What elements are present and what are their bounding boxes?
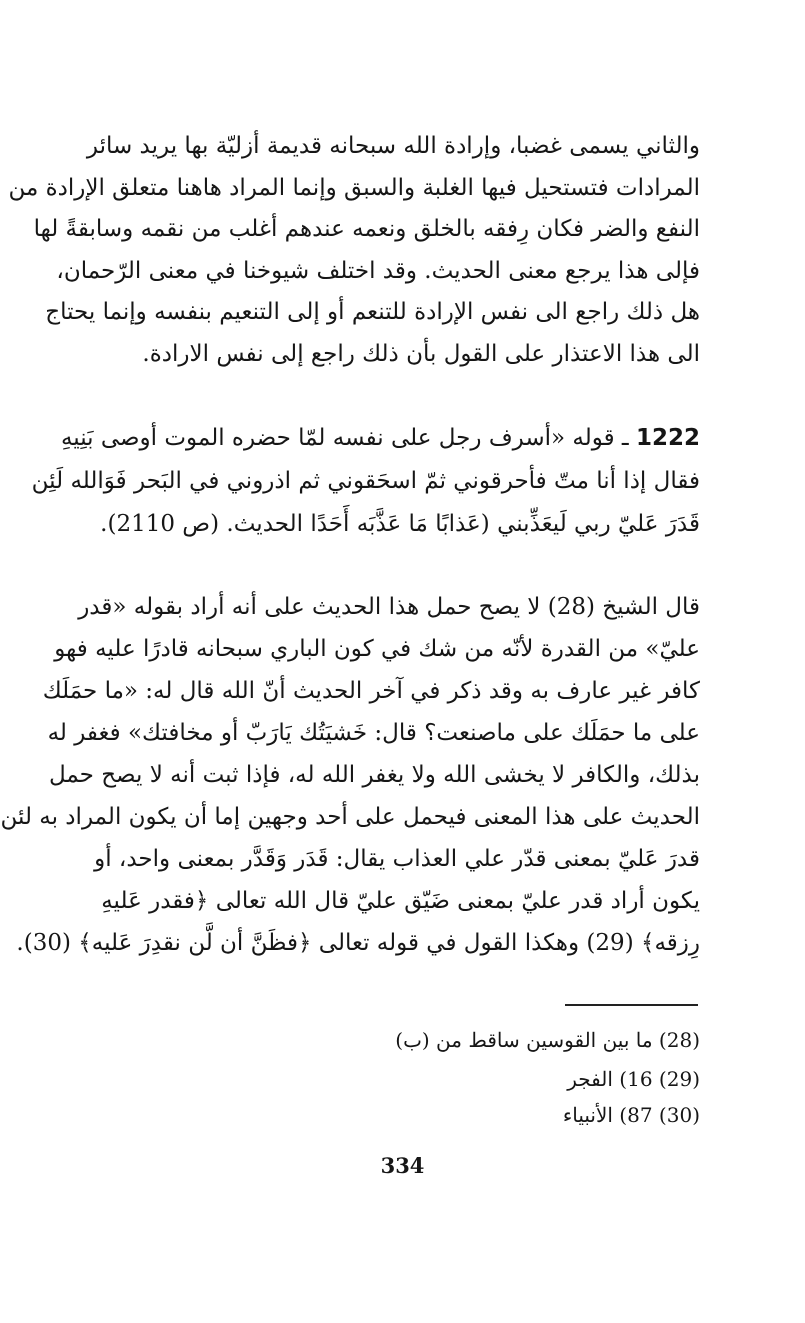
text-line: والثاني يسمى غضبا، وإرادة الله سبحانه قديمة أزليّة بها يريد سائر [86, 133, 700, 159]
hadith-text: ـ قوله «أسرف رجل على نفسه لمّا حضره الموت أوصى بَنِيهِ [60, 425, 629, 451]
text-line: فإلى هذا يرجع معنى الحديث. وقد اختلف شيوخنا في معنى الرّحمان، [56, 257, 700, 284]
text-line: قال الشيخ (28) لا يصح حمل هذا الحديث على أنه أراد بقوله «قدر [78, 594, 700, 620]
paragraph-commentary-2 [0, 586, 700, 964]
text-line: قَدَرَ عَليّ ربي لَيعَذِّبني (عَذابًا مَا عَذَّبَه أَحَدًا الحديث. (ص 2110). [100, 511, 700, 537]
hadith-entry [31, 417, 700, 546]
footnote-separator [565, 1004, 698, 1006]
text-line: رِزقه﴾ (29) وهكذا القول في قوله تعالى ﴿فظَنَّ أن لَّن نقدِرَ عَليه﴾ (30). [16, 930, 700, 956]
text-line: بذلك، والكافر لا يخشى الله ولا يغفر الله له، فإذا ثبت أنه لا يصح حمل [48, 762, 700, 788]
text-line: المرادات فتستحيل فيها الغلبة والسبق وإنما المراد هاهنا متعلق الإرادة من [8, 174, 700, 201]
text-line: الى هذا الاعتذار على القول بأن ذلك راجع إلى نفس الارادة. [142, 340, 700, 367]
paragraph-commentary-1 [8, 126, 700, 375]
text-line: يكون أراد قدر عليّ بمعنى ضَيّق عليّ قال الله تعالى ﴿فقدر عَليهِ [101, 888, 700, 914]
text-line: النفع والضر فكان رِفقه بالخلق ونعمه عندهم أغلب من نقمه وسابقةً لها [33, 216, 700, 242]
footnote-30: (30) 87) الأنبياء [562, 1103, 700, 1127]
page-number: 334 [380, 1153, 425, 1178]
footnote-29: (29) 16) الفجر [567, 1067, 700, 1091]
text-line: هل ذلك راجع الى نفس الإرادة للتنعم أو إلى التنعيم بنفسه وإنما يحتاج [45, 299, 700, 325]
text-line: الحديث على هذا المعنى فيحمل على أحد وجهين إما أن يكون المراد به لئن [0, 804, 700, 830]
text-line: عليّ» من القدرة لأنّه من شك في كون الباري سبحانه قادرًا عليه فهو [54, 636, 700, 662]
footnote-28: (28) ما بين القوسين ساقط من (ب) [395, 1028, 700, 1052]
hadith-number: 1222 [635, 425, 700, 451]
text-line: فقال إذا أنا متّ فأحرقوني ثمّ اسحَقوني ثم اذروني في البَحر فَوَالله لَئِن [31, 468, 700, 494]
text-line: قدرَ عَليّ بمعنى قدّر علي العذاب يقال: قَدَر وَقَدَّر بمعنى واحد، أو [94, 846, 700, 872]
text-line [60, 417, 700, 460]
text-line: كافر غير عارف به وقد ذكر في آخر الحديث أنّ الله قال له: «ما حمَلَك [42, 678, 700, 704]
text-line: على ما حمَلَك على ماصنعت؟ قال: خَشيَتُك يَارَبّ أو مخافتك» فغفر له [47, 720, 700, 746]
